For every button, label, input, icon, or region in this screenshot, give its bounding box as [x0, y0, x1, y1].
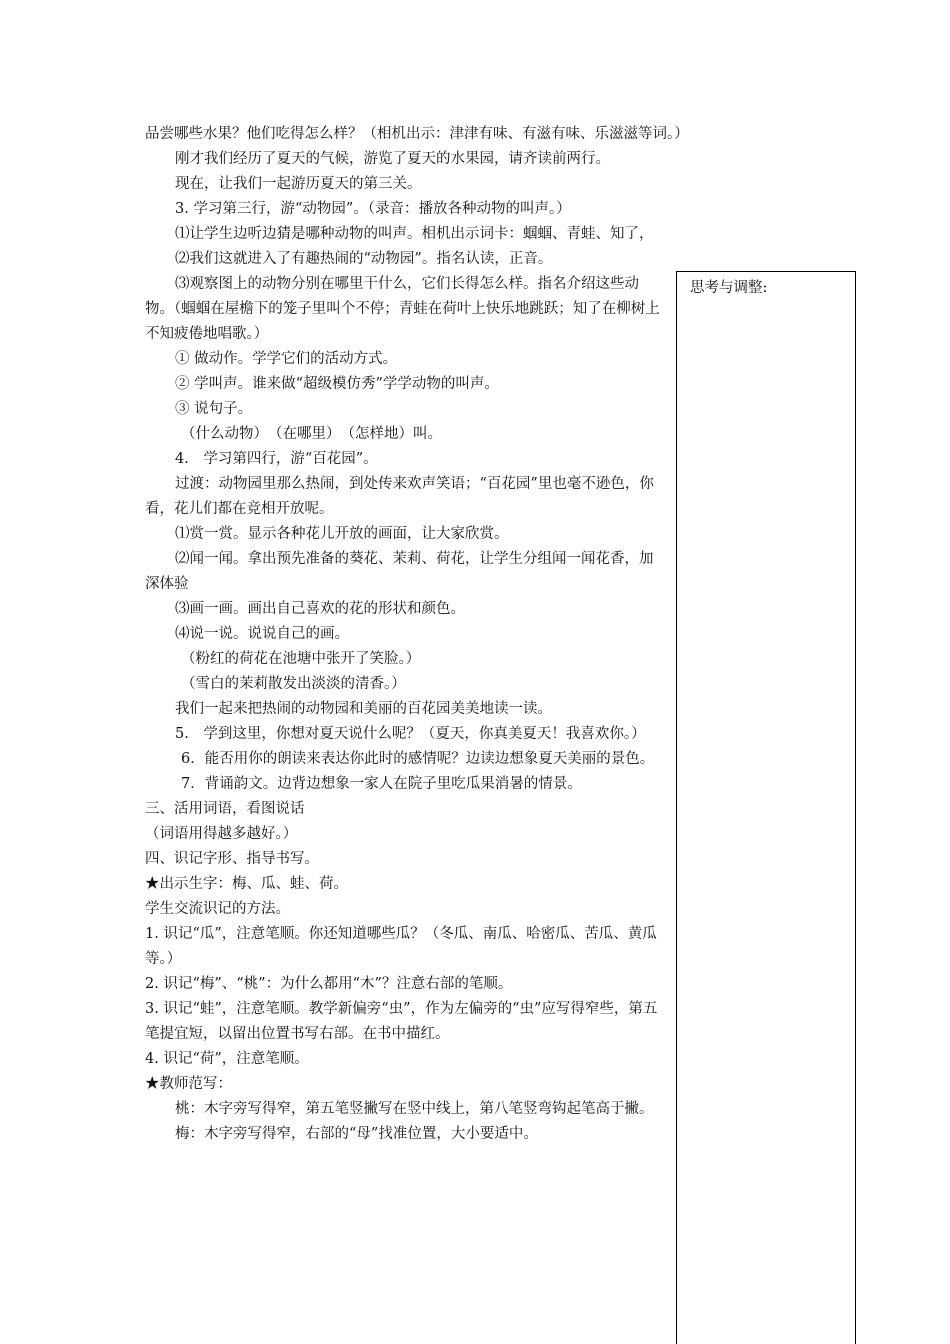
text-line: ⑴让学生边听边猜是哪种动物的叫声。相机出示词卡：蝈蝈、青蛙、知了，: [175, 226, 654, 242]
text-line: 6．能否用你的朗读来表达你此时的感情呢？边读边想象夏天美丽的景色。: [181, 751, 655, 767]
text-line: ★教师范写：: [145, 1076, 232, 1092]
lesson-plan-body: [145, 122, 689, 1147]
text-line: ⑵我们这就进入了有趣热闹的“动物园”。指名认读，正音。: [175, 251, 553, 267]
text-line: 4. 学习第四行，游“百花园”。: [175, 451, 378, 467]
text-line: 5. 学到这里，你想对夏天说什么呢？（夏天，你真美夏天！我喜欢你。）: [175, 726, 646, 742]
text-line: 7．背诵韵文。边背边想象一家人在院子里吃瓜果消暑的情景。: [181, 776, 582, 792]
text-line: 我们一起来把热闹的动物园和美丽的百花园美美地读一读。: [175, 701, 552, 717]
text-line: 4. 识记“荷”，注意笔顺。: [145, 1051, 309, 1067]
text-line: 桃：木字旁写得窄，第五笔竖撇写在竖中线上，第八笔竖弯钩起笔高于撇。: [175, 1101, 654, 1117]
text-line: （词语用得越多越好。）: [145, 826, 298, 842]
text-line: ③ 说句子。: [175, 401, 253, 417]
text-line: ⑶画一画。画出自己喜欢的花的形状和颜色。: [175, 601, 465, 617]
text-line: 3. 识记“蛙”，注意笔顺。教学新偏旁“虫”，作为左偏旁的“虫”应写得窄些，第五笔提宜短，以留出位置书写右部。在书中描红。: [145, 1001, 658, 1042]
text-line: 学生交流识记的方法。: [145, 901, 290, 917]
text-line: ⑵闻一闻。拿出预先准备的葵花、茉莉、荷花，让学生分组闻一闻花香，加深体验: [145, 551, 654, 592]
text-line: 3. 学习第三行，游“动物园”。（录音：播放各种动物的叫声。）: [175, 201, 571, 217]
text-line: ⑶观察图上的动物分别在哪里干什么，它们长得怎么样。指名介绍这些动物。（蝈蝈在屋檐下的笼子里叫个不停；青蛙在荷叶上快乐地跳跃；知了在柳树上不知疲倦地唱歌。）: [145, 276, 660, 342]
section-heading: 四、识记字形、指导书写。: [145, 851, 319, 867]
text-line: 刚才我们经历了夏天的气候，游览了夏天的水果园，请齐读前两行。: [175, 151, 610, 167]
text-line: ② 学叫声。谁来做“超级模仿秀”学学动物的叫声。: [175, 376, 499, 392]
text-line: ⑷说一说。说说自己的画。: [175, 626, 349, 642]
text-line: 2. 识记“梅”、“桃”：为什么都用“木”？注意右部的笔顺。: [145, 976, 513, 992]
text-line: 过渡：动物园里那么热闹，到处传来欢声笑语；“百花园”里也毫不逊色，你看，花儿们都在竞相开放呢。: [145, 476, 654, 517]
section-heading: 三、活用词语，看图说话: [145, 801, 305, 817]
text-line: 现在，让我们一起游历夏天的第三关。: [175, 176, 422, 192]
text-line: 梅：木字旁写得窄，右部的“母”找准位置，大小要适中。: [175, 1126, 538, 1142]
text-line: （雪白的茉莉散发出淡淡的清香。）: [181, 676, 406, 692]
text-line: （粉红的荷花在池塘中张开了笑脸。）: [181, 651, 421, 667]
reflection-title: 思考与调整:: [690, 280, 768, 296]
text-line: （什么动物） （在哪里） （怎样地）叫。: [181, 426, 442, 442]
text-line: ① 做动作。学学它们的活动方式。: [175, 351, 398, 367]
text-line: ⑴赏一赏。显示各种花儿开放的画面，让大家欣赏。: [175, 526, 509, 542]
text-line: 品尝哪些水果？他们吃得怎么样？（相机出示：津津有味、有滋有味、乐滋滋等词。）: [145, 126, 689, 142]
text-line: 1. 识记“瓜”，注意笔顺。你还知道哪些瓜？（冬瓜、南瓜、哈密瓜、苦瓜、黄瓜等。）: [145, 926, 657, 967]
text-line: ★出示生字：梅、瓜、蛙、荷。: [145, 876, 348, 892]
reflection-box: [676, 271, 856, 1344]
